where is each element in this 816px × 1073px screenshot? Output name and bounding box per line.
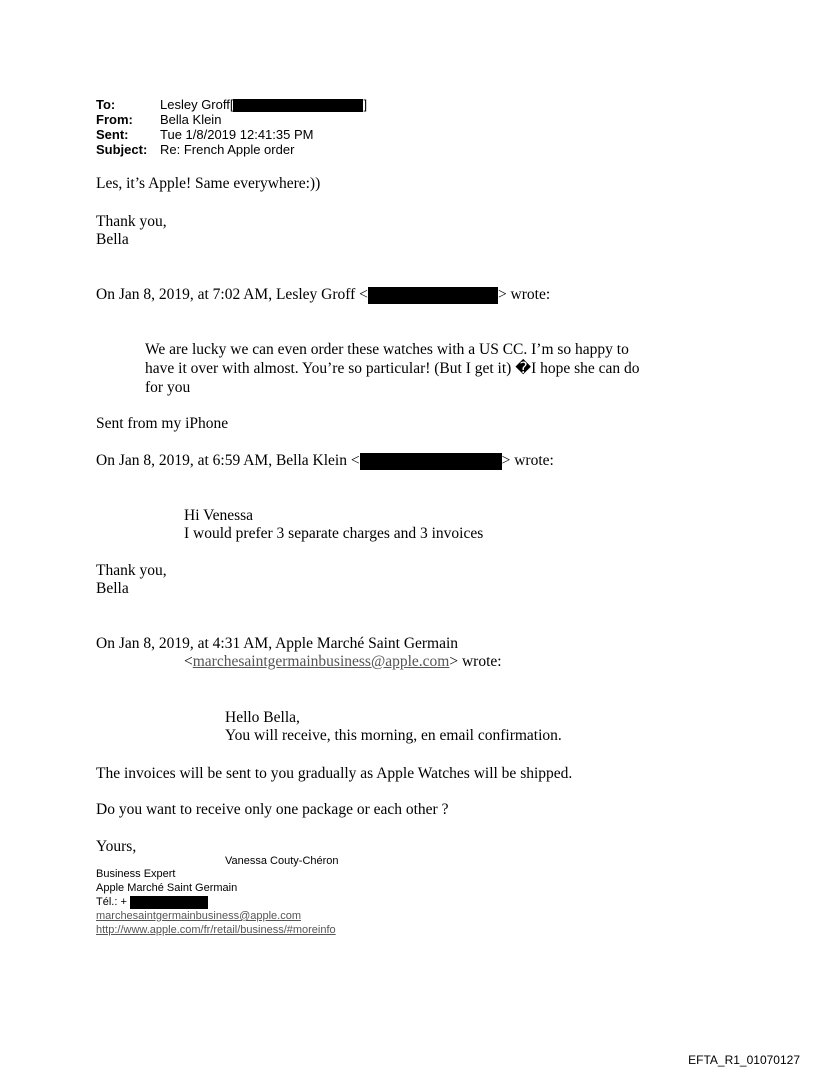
to-value: Lesley Groff[ xyxy=(160,97,234,112)
to-label: To: xyxy=(96,97,116,112)
quote2-pre: On Jan 8, 2019, at 6:59 AM, Bella Klein < xyxy=(96,452,360,469)
document-id: EFTA_R1_01070127 xyxy=(688,1053,800,1067)
quote2-post: > wrote: xyxy=(501,452,554,469)
from-label: From: xyxy=(96,112,133,128)
redacted-block xyxy=(233,99,363,112)
signoff-2: Thank you, xyxy=(96,562,167,579)
quote1-pre: On Jan 8, 2019, at 7:02 AM, Lesley Groff < xyxy=(96,286,368,303)
from-row xyxy=(96,112,367,127)
signature-email-link[interactable]: marchesaintgermainbusiness@apple.com xyxy=(96,910,301,922)
sent-label: Sent: xyxy=(96,127,129,143)
email-header xyxy=(96,97,367,157)
apple-yours: Yours, xyxy=(96,838,137,855)
signature-store: Apple Marché Saint Germain xyxy=(96,882,238,894)
apple-greeting: Hello Bella, xyxy=(225,709,300,726)
quote3-post: > wrote: xyxy=(449,653,502,670)
redacted-block xyxy=(130,896,208,909)
quote-attribution-3-email-line xyxy=(184,652,502,671)
signature-title: Business Expert xyxy=(96,868,176,880)
redacted-block xyxy=(368,287,498,304)
quote1-post: > wrote: xyxy=(497,286,551,303)
quote-attribution-3: On Jan 8, 2019, at 4:31 AM, Apple Marché Saint Germain xyxy=(96,635,459,652)
to-row xyxy=(96,97,367,112)
from-value: Bella Klein xyxy=(160,112,222,128)
signer-name-2: Bella xyxy=(96,580,129,597)
subject-row xyxy=(96,142,367,157)
reply-line: Les, it’s Apple! Same everywhere:)) xyxy=(96,175,321,192)
signature-name: Vanessa Couty-Chéron xyxy=(225,855,339,867)
bella-greeting: Hi Venessa xyxy=(184,507,254,524)
bella-line: I would prefer 3 separate charges and 3 invoices xyxy=(184,525,484,542)
subject-label: Subject: xyxy=(96,142,148,158)
quote-attribution-1 xyxy=(96,285,550,304)
sent-value: Tue 1/8/2019 12:41:35 PM xyxy=(160,127,314,143)
lesley-line-3: for you xyxy=(145,379,191,396)
signature-tel xyxy=(96,895,336,909)
lesley-line-1: We are lucky we can even order these watches with a US CC. I’m so happy to xyxy=(145,341,629,358)
subject-value: Re: French Apple order xyxy=(160,142,295,158)
quote3-lt: < xyxy=(184,653,193,670)
lesley-message xyxy=(145,340,640,397)
sent-from-line: Sent from my iPhone xyxy=(96,415,229,432)
apple-email-link[interactable]: marchesaintgermainbusiness@apple.com xyxy=(192,653,450,670)
tel-label: Tél.: + xyxy=(96,896,127,908)
signoff-1: Thank you, xyxy=(96,213,167,230)
signature-block xyxy=(96,867,336,937)
apple-line-1: You will receive, this morning, en email confirmation. xyxy=(225,727,562,744)
apple-line-3: Do you want to receive only one package or each other ? xyxy=(96,801,449,818)
sent-row xyxy=(96,127,367,142)
apple-line-2: The invoices will be sent to you gradually as Apple Watches will be shipped. xyxy=(96,765,573,782)
redacted-block xyxy=(360,453,502,470)
to-close-bracket: ] xyxy=(363,97,368,112)
lesley-line-2: have it over with almost. You’re so particular! (But I get it) �I hope she can do xyxy=(145,360,640,377)
quote-attribution-2 xyxy=(96,451,554,470)
signer-name-1: Bella xyxy=(96,231,129,248)
signature-url-link[interactable]: http://www.apple.com/fr/retail/business/#moreinfo xyxy=(96,924,336,936)
